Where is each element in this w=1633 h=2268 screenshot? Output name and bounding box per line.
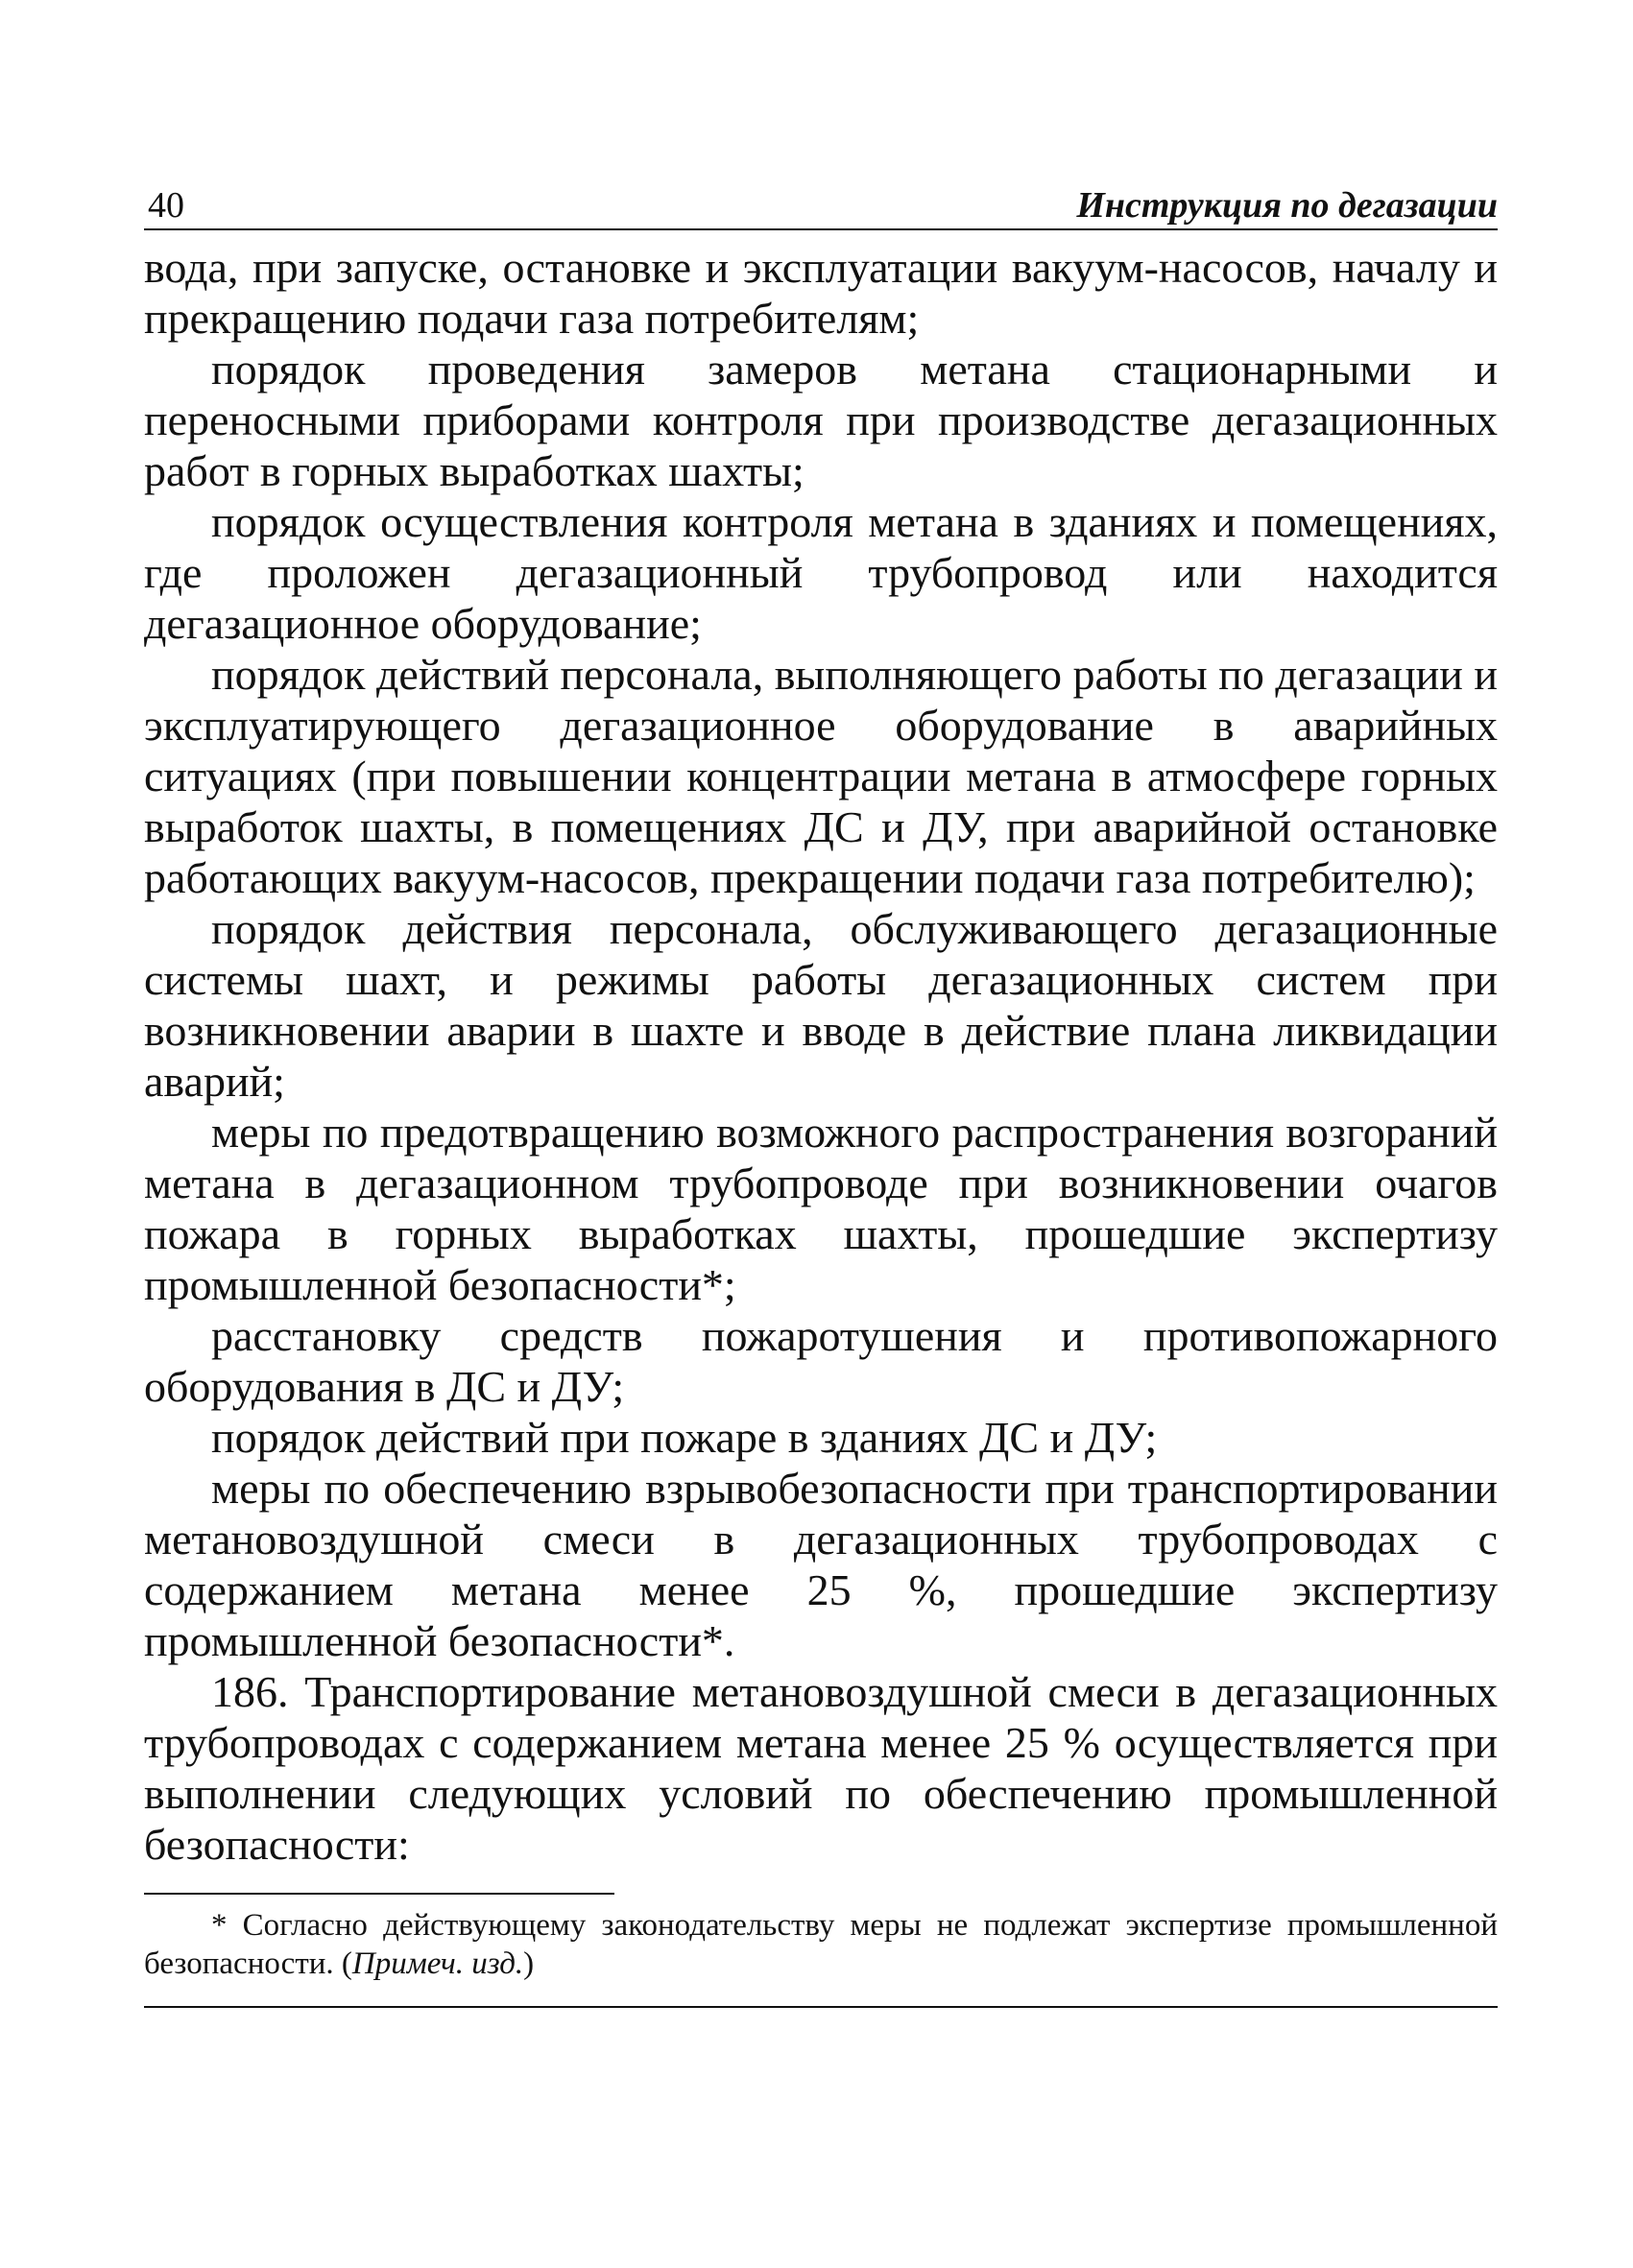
paragraph: 186. Транспортирование метановоздушной смеси в дегазационных трубопроводах с содержанием метана менее 25 % осуществляется при выполнении следующих условий по обеспечению промышленной безопасности: <box>144 1667 1498 1869</box>
paragraph: порядок действия персонала, обслуживающего дегазационные системы шахт, и режимы работы дегазационных систем при возникновении аварии в шахте и вводе в действие плана ликвидации аварий; <box>144 904 1498 1106</box>
paragraph: порядок проведения замеров метана стационарными и переносными приборами контроля при производстве дегазационных работ в горных выработках шахты; <box>144 345 1498 495</box>
paragraph: расстановку средств пожаротушения и противопожарного оборудования в ДС и ДУ; <box>144 1311 1498 1411</box>
body-text <box>144 242 1498 1870</box>
paragraph: меры по обеспечению взрывобезопасности при транспортировании метановоздушной смеси в дегазационных трубопроводах с содержанием метана менее 25 %, прошедшие экспертизу промышленной безопасности*. <box>144 1464 1498 1665</box>
footnote-close: ) <box>523 1946 535 1981</box>
paragraph: вода, при запуске, остановке и эксплуатации вакуум-насосов, началу и прекращению подачи газа потребителям; <box>144 243 1498 343</box>
page-number: 40 <box>148 185 184 226</box>
document-page <box>144 173 1498 2008</box>
footnote-text: * Согласно действующему законодательству меры не подлежат экспертизе промышленной безопасности. ( <box>144 1908 1498 1981</box>
bottom-rule <box>144 2006 1498 2008</box>
footnote <box>144 1906 1498 1983</box>
page-header <box>144 173 1498 230</box>
paragraph: меры по предотвращению возможного распространения возгораний метана в дегазационном трубопроводе при возникновении очагов пожара в горных выработках шахты, прошедшие экспертизу промышленной безопасности*; <box>144 1108 1498 1309</box>
editor-note: Примеч. изд. <box>351 1946 524 1981</box>
paragraph: порядок действий при пожаре в зданиях ДС и ДУ; <box>211 1413 1158 1462</box>
running-title: Инструкция по дегазации <box>1076 185 1498 226</box>
footnote-separator <box>144 1893 614 1895</box>
paragraph: порядок осуществления контроля метана в зданиях и помещениях, где проложен дегазационный трубопровод или находится дегазационное оборудование; <box>144 497 1498 648</box>
paragraph: порядок действий персонала, выполняющего работы по дегазации и эксплуатирующего дегазационное оборудование в аварийных ситуациях (при повышении концентрации метана в атмосфере горных выработок шахты, в помещениях ДС и ДУ, при аварийной остановке работающих вакуум-насосов, прекращении подачи газа потребителю); <box>144 650 1498 902</box>
